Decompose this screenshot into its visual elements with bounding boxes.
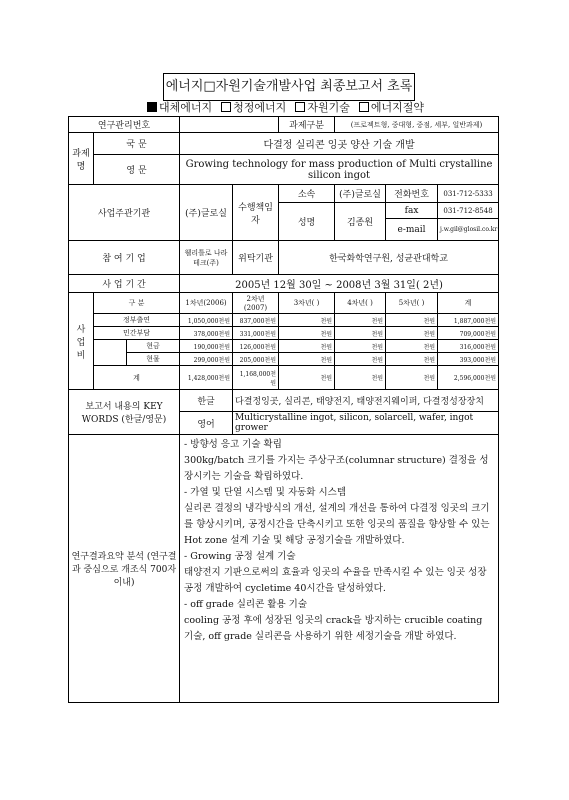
email-value: j.w.gil@glosil.co.kr [438, 219, 499, 241]
cost-row-label: 현금 [127, 340, 180, 353]
task-type-label: 과제구분 [279, 117, 335, 133]
cost-cell: 천원 [386, 314, 438, 327]
summary-content [180, 435, 499, 703]
checkbox-resource-tech[interactable] [295, 102, 305, 112]
cost-header: 5차년( ) [386, 293, 438, 314]
summary-label: 연구결과요약 분석 (연구결과 중심으로 개조식 700자이내) [69, 435, 180, 703]
summary-line: - 가열 및 단열 시스템 및 자동화 시스템 [184, 487, 347, 498]
period-value: 2005년 12월 30일 ~ 2008년 3월 31일( 2년) [180, 275, 499, 293]
keywords-label: 보고서 내용의 KEY WORDS (한글/영문) [69, 390, 180, 435]
cost-cell: 천원 [386, 366, 438, 390]
cost-spacer [94, 340, 127, 366]
cost-cell: 천원 [279, 366, 335, 390]
category-checkboxes [0, 99, 569, 117]
report-table [68, 116, 499, 703]
cost-cell: 378,000천원 [180, 327, 233, 340]
checkbox-clean-energy[interactable] [221, 102, 231, 112]
cost-cell: 837,000천원 [233, 314, 279, 327]
cost-cell: 천원 [335, 340, 386, 353]
summary-line: - Growing 공정 설계 기술 [184, 551, 296, 562]
phone-value: 031-712-5333 [438, 185, 499, 203]
cost-cell: 천원 [279, 314, 335, 327]
cost-cell: 천원 [279, 340, 335, 353]
cost-cell: 천원 [335, 327, 386, 340]
cost-cell: 709,000천원 [438, 327, 499, 340]
page-title: 에너지□자원기술개발사업 최종보고서 초록 [163, 73, 415, 101]
research-mgmt-no-value [180, 117, 279, 133]
cost-header: 구 분 [94, 293, 180, 314]
keywords-korean: 다결정잉곳, 실리콘, 태양전지, 태양전지웨이퍼, 다결정성장장치 [233, 390, 499, 412]
email-label: e-mail [386, 219, 438, 241]
summary-line: 300kg/batch 크기를 가지는 주상구조(columnar structure) 결정을 성장시키는 기술을 확립하였다. [184, 455, 489, 482]
cost-cell: 299,000천원 [180, 353, 233, 366]
category-label: 청정에너지 [233, 101, 287, 114]
cost-header: 2차년(2007) [233, 293, 279, 314]
summary-line: - off grade 실리콘 활용 기술 [184, 599, 308, 610]
cost-cell: 천원 [335, 366, 386, 390]
kw-english-label: 영어 [180, 412, 233, 435]
task-name-korean: 다결정 실리콘 잉곳 양산 기술 개발 [180, 133, 499, 155]
cost-row-label: 정부출연 [94, 314, 180, 327]
cost-cell: 천원 [386, 353, 438, 366]
summary-line: - 방향성 응고 기술 확립 [184, 439, 282, 450]
lead-org-label: 사업주관기관 [69, 185, 180, 241]
cost-cell: 천원 [335, 314, 386, 327]
task-name-label: 과제명 [69, 133, 94, 185]
category-label: 대체에너지 [159, 101, 213, 114]
consign-label: 위탁기관 [233, 241, 279, 275]
task-type-value: (프로젝트형, 중대형, 중점, 세부, 일반과제) [335, 117, 499, 133]
cost-cell: 천원 [386, 327, 438, 340]
cost-row-label: 민간부담 [94, 327, 180, 340]
cost-cell: 1,050,000천원 [180, 314, 233, 327]
cost-cell: 천원 [335, 353, 386, 366]
fax-value: 031-712-8548 [438, 203, 499, 219]
category-label: 자원기술 [307, 101, 350, 114]
cost-cell: 1,428,000천원 [180, 366, 233, 390]
kw-korean-label: 한글 [180, 390, 233, 412]
period-label: 사 업 기 간 [69, 275, 180, 293]
cost-cell: 331,000천원 [233, 327, 279, 340]
cost-cell: 205,000천원 [233, 353, 279, 366]
category-label: 에너지절약 [370, 101, 424, 114]
cost-cell: 천원 [279, 353, 335, 366]
keywords-english: Multicrystalline ingot, silicon, solarcell, wafer, ingot grower [233, 412, 499, 435]
korean-label: 국 문 [94, 133, 180, 155]
summary-line: 실리콘 결정의 냉각방식의 개선, 설계의 개선을 통하여 다결정 잉곳의 크기를 향상시키며, 공정시간을 단축시키고 또한 잉곳의 품질을 향상할 수 있는 Hot zone 설계 기술 및 해당 공정기술을 개발하였다. [184, 503, 490, 546]
cost-cell: 393,000천원 [438, 353, 499, 366]
cost-row-label: 계 [94, 366, 180, 390]
cost-cell: 천원 [279, 327, 335, 340]
name-label: 성명 [279, 203, 335, 241]
cost-cell: 316,000천원 [438, 340, 499, 353]
fax-label: fax [386, 203, 438, 219]
cost-header: 3차년( ) [279, 293, 335, 314]
checkbox-alt-energy[interactable] [147, 102, 157, 112]
participant-label: 참 여 기 업 [69, 241, 180, 275]
affiliation-value: (주)글로실 [335, 185, 386, 203]
task-name-english: Growing technology for mass production of Multi crystalline silicon ingot [180, 155, 499, 185]
participant-value: 웰리틀로 나라테크(주) [180, 241, 233, 275]
cost-header: 4차년( ) [335, 293, 386, 314]
cost-header: 1차년(2006) [180, 293, 233, 314]
manager-label: 수행책임자 [233, 185, 279, 241]
cost-cell: 1,168,000천원 [233, 366, 279, 390]
research-mgmt-no-label: 연구관리번호 [69, 117, 180, 133]
cost-row-label: 현물 [127, 353, 180, 366]
cost-cell: 2,596,000천원 [438, 366, 499, 390]
affiliation-label: 소속 [279, 185, 335, 203]
consign-value: 한국화학연구원, 성균관대학교 [279, 241, 499, 275]
lead-org-value: (주)글로실 [180, 185, 233, 241]
cost-cell: 1,887,000천원 [438, 314, 499, 327]
checkbox-energy-saving[interactable] [359, 102, 369, 112]
cost-cell: 126,000천원 [233, 340, 279, 353]
cost-header: 계 [438, 293, 499, 314]
summary-line: cooling 공정 후에 성장된 잉곳의 crack을 방지하는 crucible coating 기술, off grade 실리콘을 사용하기 위한 세정기술을 개발 하였다. [184, 615, 483, 642]
cost-cell: 190,000천원 [180, 340, 233, 353]
summary-line: 태양전지 기판으로써의 효율과 잉곳의 수율을 만족시킬 수 있는 잉곳 성장 공정 개발하여 cycletime 40시간을 달성하였다. [184, 567, 487, 594]
english-label: 영 문 [94, 155, 180, 185]
name-value: 김종원 [335, 203, 386, 241]
cost-cell: 천원 [386, 340, 438, 353]
costs-label: 사 업 비 [69, 293, 94, 390]
phone-label: 전화번호 [386, 185, 438, 203]
